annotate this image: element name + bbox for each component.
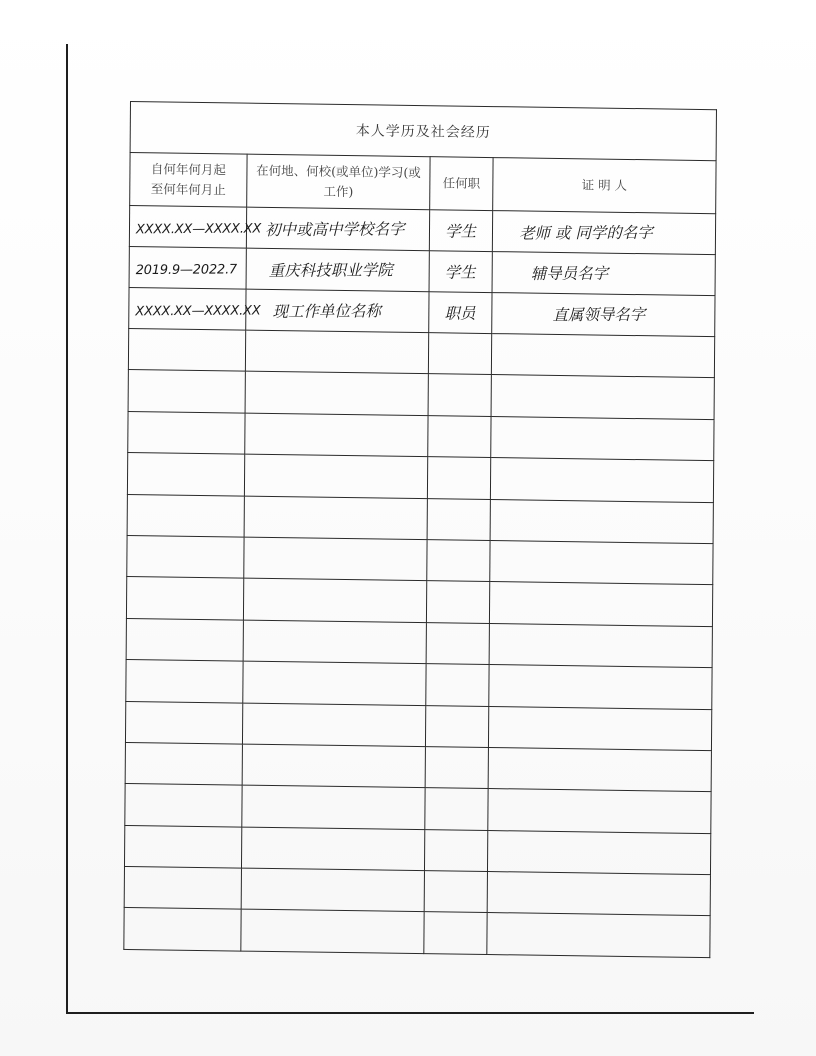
period-text: XXXX.XX—XXXX.XX — [135, 302, 261, 319]
empty-witness-cell[interactable] — [490, 540, 713, 585]
header-place-line2: 工作) — [323, 183, 354, 200]
period-cell[interactable] — [129, 287, 261, 330]
place-text: 现工作单位名称 — [272, 302, 382, 321]
empty-witness-cell[interactable] — [491, 334, 714, 379]
role-cell[interactable] — [429, 210, 492, 252]
period-text: XXXX.XX—XXXX.XX — [135, 220, 262, 237]
empty-role-cell[interactable] — [427, 540, 490, 582]
empty-place-cell[interactable] — [244, 454, 427, 498]
empty-witness-cell[interactable] — [487, 872, 710, 917]
empty-role-cell[interactable] — [425, 747, 488, 789]
empty-place-cell[interactable] — [242, 744, 425, 788]
empty-period-cell[interactable] — [126, 577, 243, 620]
empty-role-cell[interactable] — [424, 912, 487, 954]
empty-place-cell[interactable] — [242, 703, 425, 747]
witness-cell[interactable] — [492, 211, 715, 255]
empty-witness-cell[interactable] — [489, 582, 712, 627]
header-period-line2: 至何年何月止 — [150, 181, 226, 198]
witness-text: 辅导员名字 — [530, 264, 609, 284]
empty-role-cell[interactable] — [428, 415, 491, 457]
empty-role-cell[interactable] — [428, 333, 491, 375]
empty-witness-cell[interactable] — [489, 665, 712, 710]
witness-text: 直属领导名字 — [552, 305, 646, 325]
witness-cell[interactable] — [492, 293, 715, 337]
empty-period-cell[interactable] — [128, 328, 245, 371]
experience-form-table — [123, 101, 717, 958]
empty-witness-cell[interactable] — [490, 499, 713, 544]
witness-text: 老师 或 同学的名字 — [518, 223, 653, 243]
empty-place-cell[interactable] — [243, 620, 426, 664]
form-title: 本人学历及社会经历 — [130, 102, 716, 161]
page-bottom-line — [66, 1012, 754, 1014]
empty-period-cell[interactable] — [124, 825, 241, 868]
empty-witness-cell[interactable] — [490, 458, 713, 503]
empty-period-cell[interactable] — [127, 535, 244, 578]
place-cell[interactable] — [246, 207, 429, 251]
empty-place-cell[interactable] — [244, 537, 427, 581]
empty-place-cell[interactable] — [241, 910, 424, 954]
empty-role-cell[interactable] — [424, 829, 487, 871]
empty-role-cell[interactable] — [427, 457, 490, 499]
role-text: 职员 — [444, 304, 476, 323]
empty-role-cell[interactable] — [426, 581, 489, 623]
header-place-line1: 在何地、何校(或单位)学习(或 — [256, 162, 421, 181]
empty-role-cell[interactable] — [425, 705, 488, 747]
period-text: 2019.9—2022.7 — [135, 261, 238, 278]
empty-role-cell[interactable] — [427, 498, 490, 540]
empty-period-cell[interactable] — [124, 908, 241, 951]
empty-period-cell[interactable] — [128, 411, 245, 454]
role-text: 学生 — [445, 222, 477, 241]
empty-role-cell[interactable] — [426, 622, 489, 664]
empty-witness-cell[interactable] — [488, 747, 711, 792]
empty-witness-cell[interactable] — [491, 375, 714, 420]
empty-place-cell[interactable] — [242, 785, 425, 829]
empty-witness-cell[interactable] — [489, 623, 712, 668]
header-period — [130, 153, 247, 208]
empty-place-cell[interactable] — [241, 868, 424, 912]
role-text: 学生 — [445, 263, 477, 282]
empty-period-cell[interactable] — [125, 701, 242, 744]
header-role: 任何职 — [430, 157, 493, 211]
empty-role-cell[interactable] — [426, 664, 489, 706]
empty-witness-cell[interactable] — [487, 830, 710, 875]
binding-edge-line — [66, 44, 68, 1014]
empty-place-cell[interactable] — [245, 372, 428, 416]
empty-place-cell[interactable] — [241, 827, 424, 871]
role-cell[interactable] — [429, 292, 492, 334]
empty-place-cell[interactable] — [245, 330, 428, 374]
empty-period-cell[interactable] — [125, 784, 242, 827]
role-cell[interactable] — [429, 251, 492, 293]
empty-witness-cell[interactable] — [487, 913, 710, 958]
empty-period-cell[interactable] — [126, 660, 243, 703]
empty-period-cell[interactable] — [124, 867, 241, 910]
empty-witness-cell[interactable] — [488, 706, 711, 751]
header-witness: 证 明 人 — [493, 158, 716, 214]
empty-place-cell[interactable] — [245, 413, 428, 457]
place-text: 重庆科技职业学院 — [268, 261, 393, 281]
period-cell[interactable] — [129, 246, 246, 289]
place-cell[interactable] — [246, 248, 429, 292]
empty-role-cell[interactable] — [424, 871, 487, 913]
empty-role-cell[interactable] — [425, 788, 488, 830]
witness-cell[interactable] — [492, 252, 715, 296]
empty-period-cell[interactable] — [126, 618, 243, 661]
empty-role-cell[interactable] — [428, 374, 491, 416]
empty-period-cell[interactable] — [128, 370, 245, 413]
empty-table-row — [124, 908, 710, 958]
place-text: 初中或高中学校名字 — [264, 220, 405, 240]
header-period-line1: 自何年何月起 — [150, 161, 227, 178]
place-cell[interactable] — [246, 289, 429, 333]
empty-place-cell[interactable] — [243, 578, 426, 622]
empty-witness-cell[interactable] — [488, 789, 711, 834]
header-place — [247, 154, 430, 210]
empty-place-cell[interactable] — [244, 496, 427, 540]
empty-period-cell[interactable] — [127, 453, 244, 496]
empty-witness-cell[interactable] — [491, 416, 714, 461]
empty-period-cell[interactable] — [127, 494, 244, 537]
period-cell[interactable] — [129, 205, 262, 248]
empty-place-cell[interactable] — [243, 661, 426, 705]
empty-period-cell[interactable] — [125, 742, 242, 785]
